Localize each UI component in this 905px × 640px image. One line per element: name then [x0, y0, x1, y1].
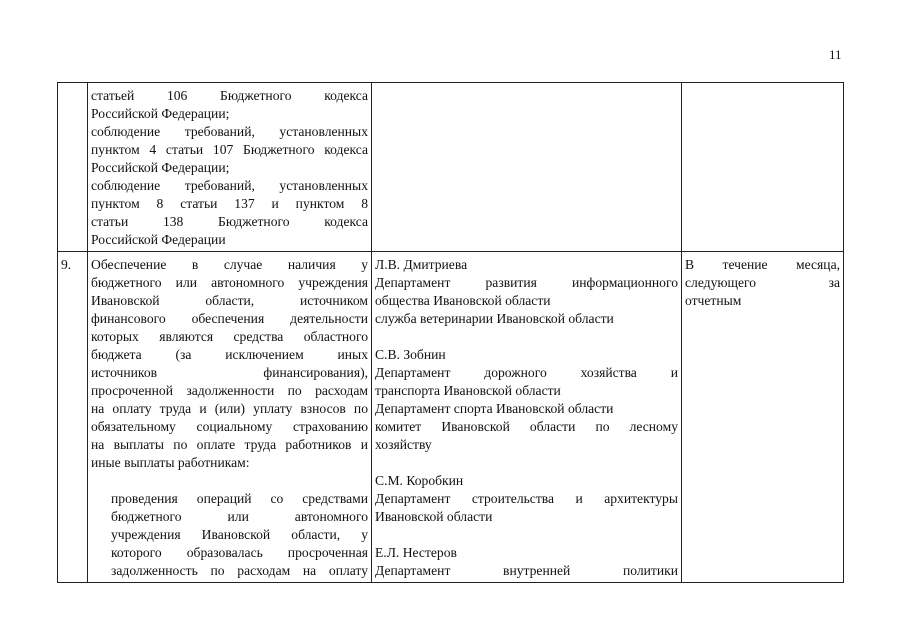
row-number: 9. — [61, 257, 72, 272]
term-line: следующего за — [685, 275, 840, 290]
description-line: источников финансирования), — [91, 365, 368, 380]
description-cell — [88, 83, 372, 252]
term-cell — [682, 83, 844, 252]
description-line: Российской Федерации — [91, 232, 226, 247]
page-number: 11 — [829, 47, 842, 62]
term-line: отчетным — [685, 293, 742, 308]
description-line: иные выплаты работникам: — [91, 455, 250, 470]
table-row — [58, 252, 844, 583]
responsible-person-name: Е.Л. Нестеров — [375, 545, 457, 560]
responsible-line: Департамент дорожного хозяйства и — [375, 365, 678, 380]
responsible-line: Департамент внутренней политики — [375, 563, 678, 578]
row-number-cell — [58, 252, 88, 583]
subitem-block — [91, 490, 368, 580]
table-row — [58, 83, 844, 252]
description-line: Российской Федерации; — [91, 160, 230, 175]
description-line: на выплаты по оплате труда работников и — [91, 437, 368, 452]
description-line: Ивановской области, источником — [91, 293, 368, 308]
description-line: просроченной задолженности по расходам — [91, 383, 368, 398]
responsible-line: комитет Ивановской области по лесному — [375, 419, 678, 434]
description-line: пунктом 8 статьи 137 и пунктом 8 — [91, 196, 368, 211]
description-line: финансового обеспечения деятельности — [91, 311, 368, 326]
responsible-line: служба ветеринарии Ивановской области — [375, 311, 614, 326]
responsible-line: Департамент спорта Ивановской области — [375, 401, 614, 416]
responsible-line: Департамент строительства и архитектуры — [375, 491, 678, 506]
responsible-line: хозяйству — [375, 437, 432, 452]
responsible-person-name: С.М. Коробкин — [375, 473, 464, 488]
term-cell — [682, 252, 844, 583]
subitem-line: проведения операций со средствами — [111, 491, 368, 506]
subitem-line: бюджетного или автономного — [111, 509, 368, 524]
description-cell — [88, 252, 372, 583]
term-line: В течение месяца, — [685, 257, 840, 272]
description-line: бюджета (за исключением иных — [91, 347, 368, 362]
subitem-line: задолженность по расходам на оплату — [111, 563, 368, 578]
description-line: Обеспечение в случае наличия у — [91, 257, 368, 272]
description-line: бюджетного или автономного учреждения — [91, 275, 368, 290]
description-line: соблюдение требований, установленных — [91, 124, 368, 139]
measures-table — [57, 82, 844, 583]
subitem-line: которого образовалась просроченная — [111, 545, 368, 560]
description-line: которых являются средства областного — [91, 329, 368, 344]
description-line: обязательному социальному страхованию — [91, 419, 368, 434]
responsible-cell — [372, 252, 682, 583]
description-line: статьи 138 Бюджетного кодекса — [91, 214, 368, 229]
responsible-line: Департамент развития информационного — [375, 275, 678, 290]
description-line: Российской Федерации; — [91, 106, 230, 121]
responsible-line: транспорта Ивановской области — [375, 383, 561, 398]
responsible-person-name: Л.В. Дмитриева — [375, 257, 468, 272]
description-line: соблюдение требований, установленных — [91, 178, 368, 193]
responsible-cell — [372, 83, 682, 252]
description-line: статьей 106 Бюджетного кодекса — [91, 88, 368, 103]
responsible-line: общества Ивановской области — [375, 293, 551, 308]
description-line: пунктом 4 статьи 107 Бюджетного кодекса — [91, 142, 368, 157]
row-number-cell — [58, 83, 88, 252]
responsible-line: Ивановской области — [375, 509, 493, 524]
subitem-line: учреждения Ивановской области, у — [111, 527, 368, 542]
responsible-person-name: С.В. Зобнин — [375, 347, 446, 362]
description-line: на оплату труда и (или) уплату взносов по — [91, 401, 368, 416]
